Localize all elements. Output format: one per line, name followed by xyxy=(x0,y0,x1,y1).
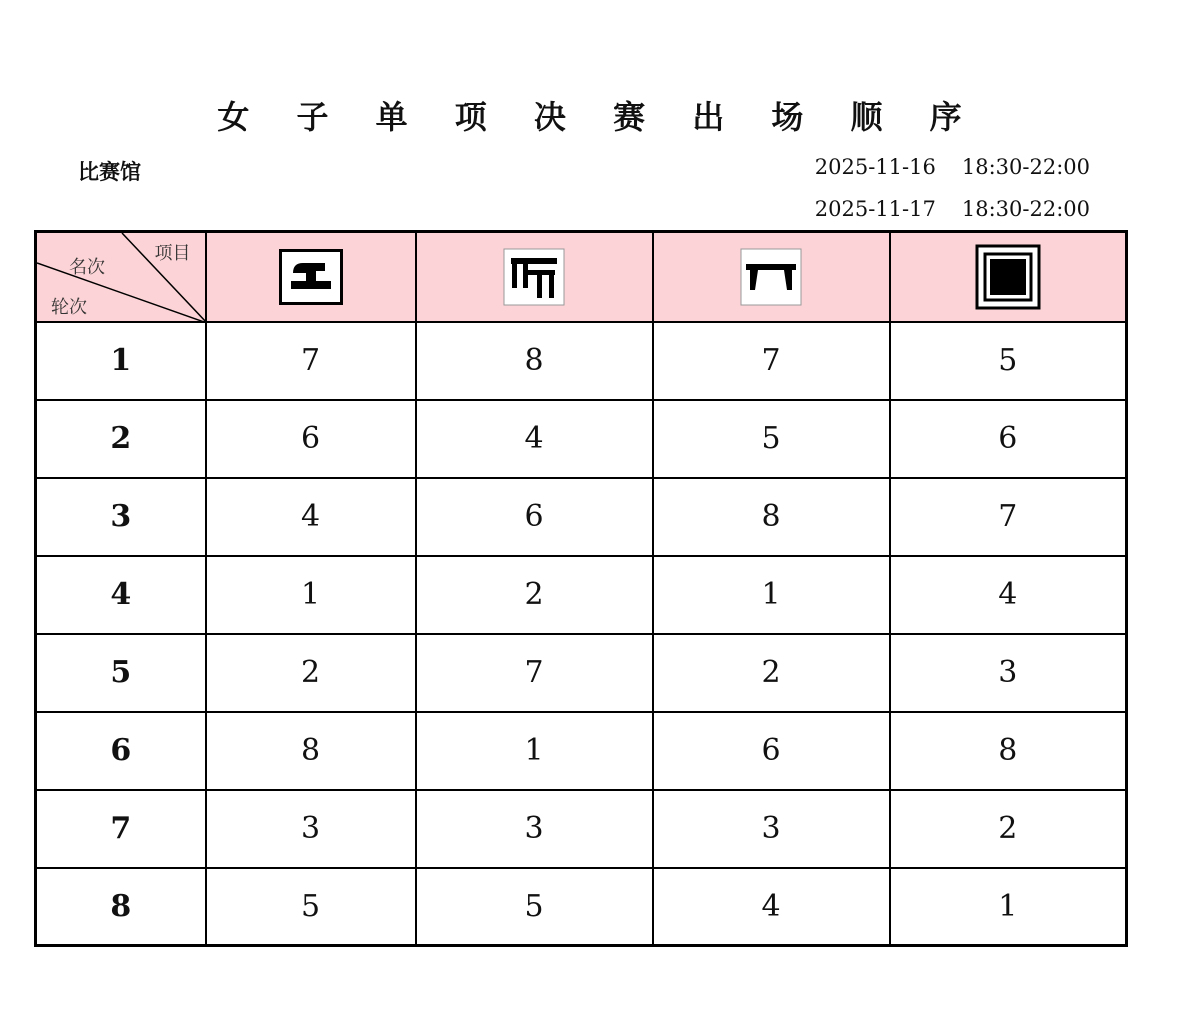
order-value-cell: 7 xyxy=(890,478,1127,556)
order-value-cell: 4 xyxy=(206,478,416,556)
table-row xyxy=(36,478,1127,556)
schedule-time: 18:30-22:00 xyxy=(961,155,1090,179)
round-number-cell: 5 xyxy=(36,634,206,712)
order-value-cell: 2 xyxy=(416,556,653,634)
schedule-line xyxy=(815,197,1090,221)
page-title: 女 子 单 项 决 赛 出 场 顺 序 xyxy=(217,98,980,136)
schedule-date: 2025-11-16 xyxy=(814,155,936,179)
order-value-cell: 5 xyxy=(416,868,653,946)
order-value-cell: 1 xyxy=(206,556,416,634)
uneven-bars-icon xyxy=(503,248,565,306)
floor-exercise-icon xyxy=(975,244,1041,310)
round-number-cell: 4 xyxy=(36,556,206,634)
order-value-cell: 6 xyxy=(890,400,1127,478)
apparatus-header-vault xyxy=(206,232,416,322)
order-value-cell: 2 xyxy=(890,790,1127,868)
order-value-cell: 7 xyxy=(416,634,653,712)
apparatus-header-balance-beam xyxy=(653,232,890,322)
table-row xyxy=(36,400,1127,478)
corner-label-rank: 名次 xyxy=(69,257,105,278)
order-value-cell: 1 xyxy=(653,556,890,634)
round-number-cell: 3 xyxy=(36,478,206,556)
order-value-cell: 8 xyxy=(206,712,416,790)
order-value-cell: 6 xyxy=(206,400,416,478)
order-value-cell: 3 xyxy=(890,634,1127,712)
corner-label-round: 轮次 xyxy=(51,297,87,318)
corner-label-item: 项目 xyxy=(154,243,191,264)
order-value-cell: 5 xyxy=(206,868,416,946)
table-row xyxy=(36,868,1127,946)
order-value-cell: 4 xyxy=(416,400,653,478)
order-value-cell: 1 xyxy=(890,868,1127,946)
corner-header-cell xyxy=(36,232,206,322)
table-row xyxy=(36,712,1127,790)
order-value-cell: 6 xyxy=(653,712,890,790)
order-value-cell: 3 xyxy=(416,790,653,868)
table-row xyxy=(36,556,1127,634)
order-value-cell: 6 xyxy=(416,478,653,556)
table-header-row xyxy=(36,232,1127,322)
venue-label: 比赛馆 xyxy=(78,160,141,184)
table-row xyxy=(36,790,1127,868)
round-number-cell: 7 xyxy=(36,790,206,868)
apparatus-header-floor xyxy=(890,232,1127,322)
order-value-cell: 3 xyxy=(206,790,416,868)
schedule-line xyxy=(815,155,1090,179)
schedule-date: 2025-11-17 xyxy=(814,197,936,221)
order-value-cell: 5 xyxy=(653,400,890,478)
vault-icon xyxy=(279,249,343,305)
round-number-cell: 1 xyxy=(36,322,206,400)
order-value-cell: 2 xyxy=(653,634,890,712)
order-value-cell: 7 xyxy=(206,322,416,400)
round-number-cell: 2 xyxy=(36,400,206,478)
balance-beam-icon xyxy=(740,248,802,306)
order-value-cell: 8 xyxy=(890,712,1127,790)
round-number-cell: 6 xyxy=(36,712,206,790)
round-number-cell: 8 xyxy=(36,868,206,946)
order-value-cell: 4 xyxy=(890,556,1127,634)
order-value-cell: 5 xyxy=(890,322,1127,400)
apparatus-header-uneven-bars xyxy=(416,232,653,322)
order-value-cell: 3 xyxy=(653,790,890,868)
table-row xyxy=(36,634,1127,712)
table-row xyxy=(36,322,1127,400)
order-value-cell: 1 xyxy=(416,712,653,790)
order-value-cell: 8 xyxy=(416,322,653,400)
order-value-cell: 2 xyxy=(206,634,416,712)
order-table xyxy=(34,230,1128,947)
order-value-cell: 8 xyxy=(653,478,890,556)
order-value-cell: 7 xyxy=(653,322,890,400)
order-value-cell: 4 xyxy=(653,868,890,946)
schedule-time: 18:30-22:00 xyxy=(961,197,1090,221)
